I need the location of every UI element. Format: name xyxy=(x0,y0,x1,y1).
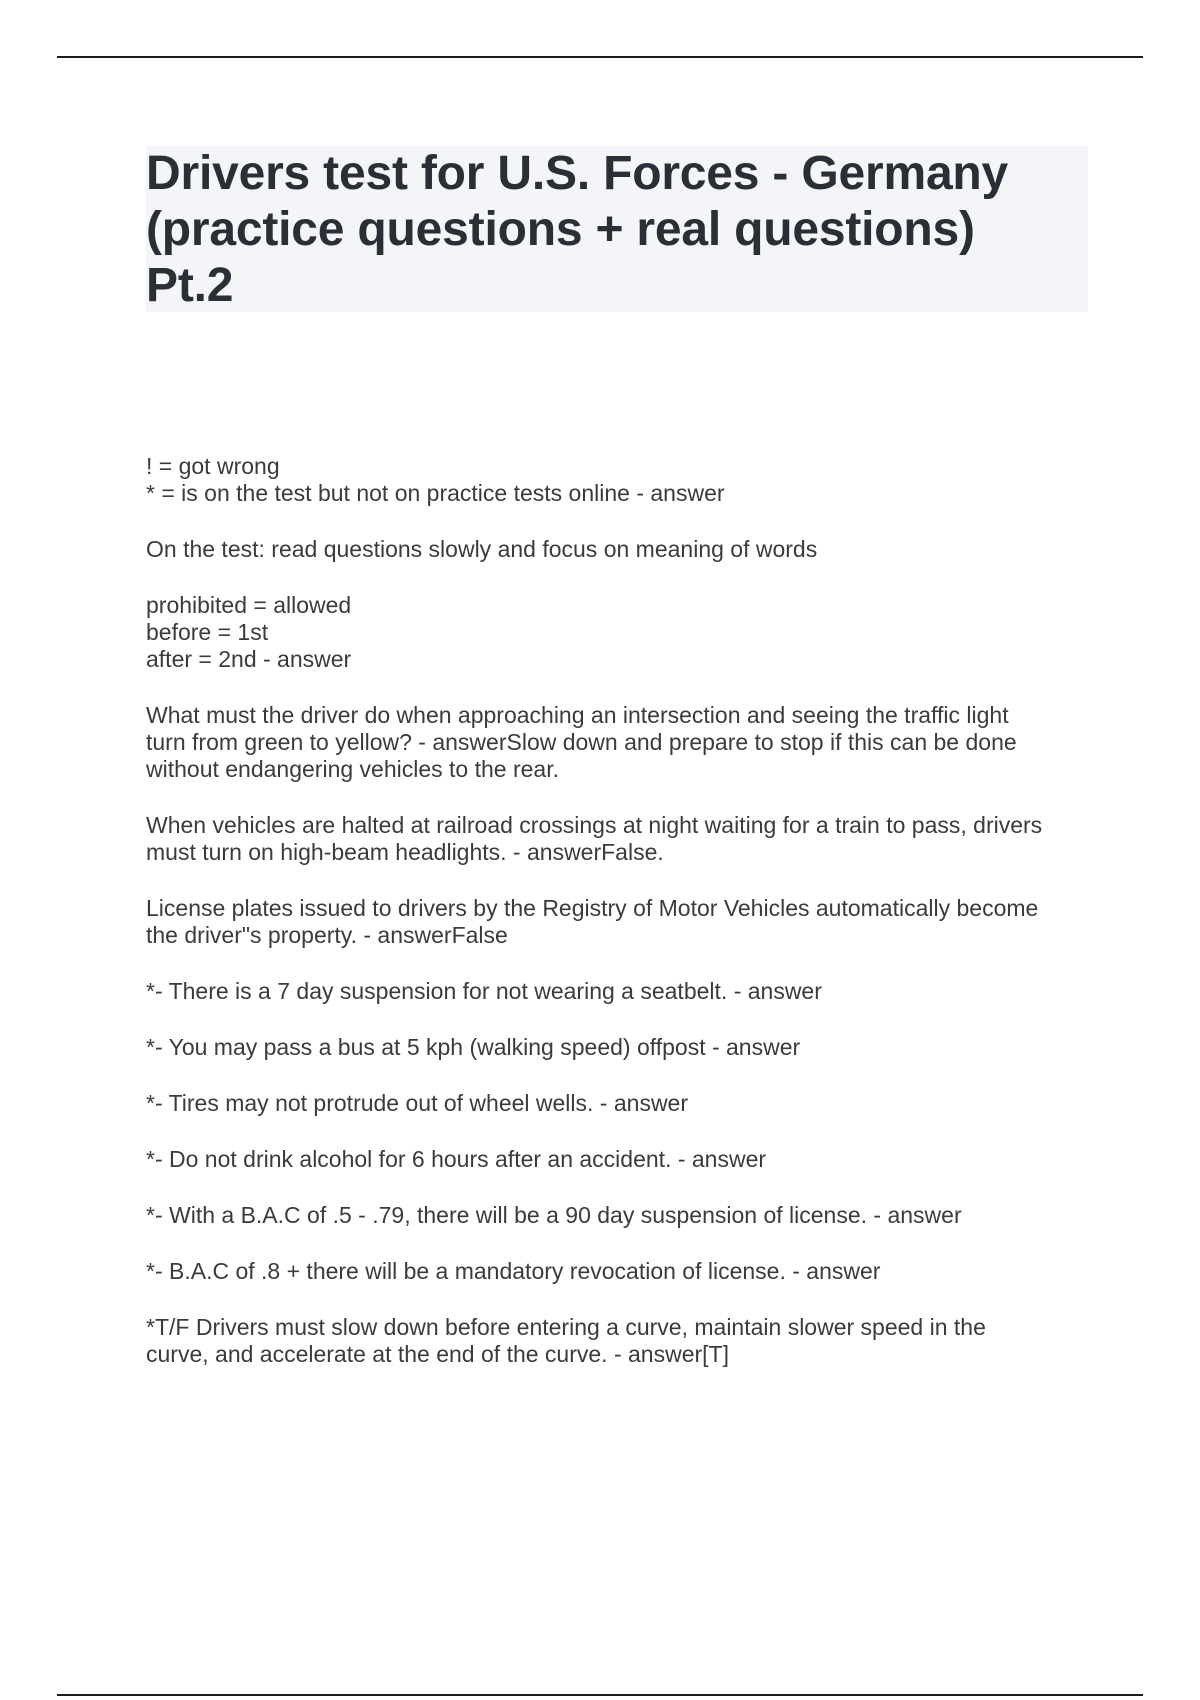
question-paragraph xyxy=(146,1034,1096,1061)
question-paragraph xyxy=(146,1202,1096,1229)
title-line: Drivers test for U.S. Forces - Germany xyxy=(146,147,1009,200)
text-line: curve, and accelerate at the end of the curve. - answer[T] xyxy=(146,1341,729,1367)
text-line: *- Do not drink alcohol for 6 hours after an accident. - answer xyxy=(146,1146,767,1172)
text-line: *- You may pass a bus at 5 kph (walking speed) offpost - answer xyxy=(146,1034,801,1060)
text-line: the driver"s property. - answerFalse xyxy=(146,922,508,948)
tip-paragraph xyxy=(146,536,1096,563)
definitions-paragraph xyxy=(146,592,1096,673)
text-line: On the test: read questions slowly and focus on meaning of words xyxy=(146,536,818,562)
question-paragraph xyxy=(146,1314,1096,1368)
text-line: *- With a B.A.C of .5 - .79, there will be a 90 day suspension of license. - answer xyxy=(146,1202,962,1228)
text-line: *- B.A.C of .8 + there will be a mandatory revocation of license. - answer xyxy=(146,1258,881,1284)
title-banner xyxy=(146,146,1088,312)
title-line: (practice questions + real questions) xyxy=(146,203,975,256)
text-line: prohibited = allowed xyxy=(146,592,352,618)
legend-paragraph xyxy=(146,453,1096,507)
question-paragraph xyxy=(146,702,1096,783)
text-line: When vehicles are halted at railroad crossings at night waiting for a train to pass, drivers xyxy=(146,812,1043,838)
title-line: Pt.2 xyxy=(146,259,234,312)
document-body xyxy=(146,453,1096,1397)
text-line: ! = got wrong xyxy=(146,453,280,479)
text-line: What must the driver do when approaching an intersection and seeing the traffic light xyxy=(146,702,1009,728)
top-divider xyxy=(57,56,1143,58)
question-paragraph xyxy=(146,895,1096,949)
text-line: *- Tires may not protrude out of wheel wells. - answer xyxy=(146,1090,689,1116)
text-line: *T/F Drivers must slow down before entering a curve, maintain slower speed in the xyxy=(146,1314,986,1340)
page-title xyxy=(146,146,1080,314)
text-line: * = is on the test but not on practice tests online - answer xyxy=(146,480,725,506)
text-line: before = 1st xyxy=(146,619,269,645)
question-paragraph xyxy=(146,1258,1096,1285)
text-line: License plates issued to drivers by the Registry of Motor Vehicles automatically become xyxy=(146,895,1039,921)
bottom-divider xyxy=(57,1694,1143,1696)
text-line: turn from green to yellow? - answerSlow down and prepare to stop if this can be done xyxy=(146,729,1017,755)
text-line: *- There is a 7 day suspension for not wearing a seatbelt. - answer xyxy=(146,978,822,1004)
question-paragraph xyxy=(146,1146,1096,1173)
text-line: must turn on high-beam headlights. - answerFalse. xyxy=(146,839,664,865)
question-paragraph xyxy=(146,1090,1096,1117)
question-paragraph xyxy=(146,978,1096,1005)
question-paragraph xyxy=(146,812,1096,866)
text-line: without endangering vehicles to the rear. xyxy=(146,756,559,782)
text-line: after = 2nd - answer xyxy=(146,646,352,672)
